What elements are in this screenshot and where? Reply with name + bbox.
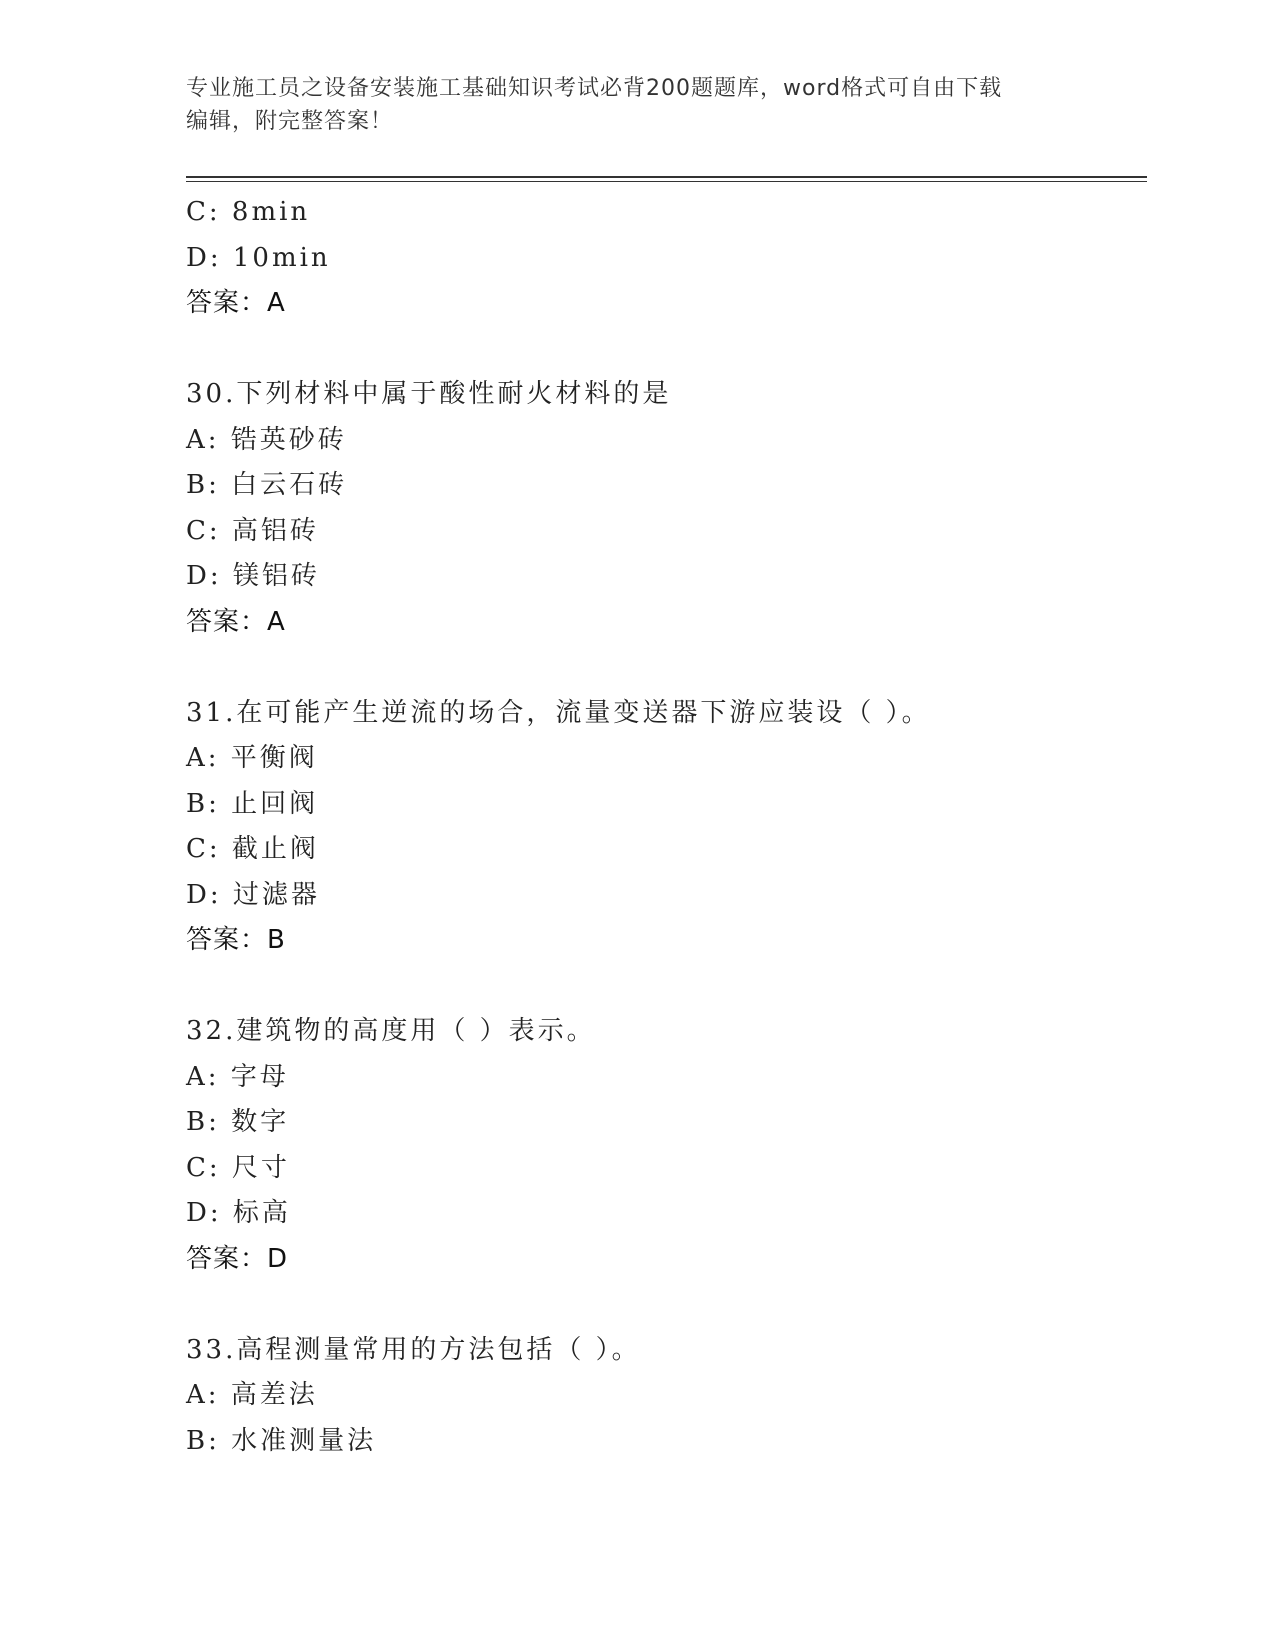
answer-line: 答案：A [186, 606, 286, 637]
question-gap [186, 327, 1146, 373]
question-stem: 33.高程测量常用的方法包括（ ）。 [186, 1334, 641, 1365]
option-d: D: 镁铝砖 [186, 561, 320, 591]
page-header [186, 72, 1086, 138]
question-list [186, 190, 1146, 1464]
option-a: A: 字母 [186, 1061, 289, 1092]
question-29-continued [186, 190, 1146, 327]
option-b: B: 白云石砖 [186, 470, 348, 500]
question-stem: 32.建筑物的高度用（ ）表示。 [186, 1016, 596, 1046]
option-c: C: 截止阀 [186, 834, 319, 864]
question-30 [186, 372, 1146, 645]
option-a: A: 锆英砂砖 [186, 424, 347, 455]
question-gap [186, 645, 1146, 691]
question-33 [186, 1328, 1146, 1465]
header-rule-thin [186, 181, 1147, 182]
option-d: D: 10min [186, 242, 331, 273]
header-title-line-1: 专业施工员之设备安装施工基础知识考试必背200题题库，word格式可自由下载 [186, 76, 1003, 101]
header-title-line-2: 编辑，附完整答案！ [186, 109, 394, 134]
option-c: C: 8min [186, 197, 311, 227]
option-c: C: 高铝砖 [186, 515, 319, 546]
option-b: B: 水准测量法 [186, 1425, 377, 1456]
question-32 [186, 1009, 1146, 1282]
option-b: B: 数字 [186, 1107, 290, 1137]
option-c: C: 尺寸 [186, 1152, 290, 1183]
header-rule-thick [186, 176, 1147, 178]
option-d: D: 过滤器 [186, 879, 320, 910]
answer-line: 答案：B [186, 925, 286, 955]
option-a: A: 平衡阀 [186, 743, 318, 773]
question-stem: 30.下列材料中属于酸性耐火材料的是 [186, 379, 672, 409]
option-a: A: 高差法 [186, 1380, 318, 1410]
question-stem: 31.在可能产生逆流的场合，流量变送器下游应装设（ ）。 [186, 697, 931, 728]
question-gap [186, 964, 1146, 1010]
answer-line: 答案：D [186, 1243, 289, 1274]
question-gap [186, 1282, 1146, 1328]
question-31 [186, 691, 1146, 964]
option-d: D: 标高 [186, 1198, 291, 1228]
answer-line: 答案：A [186, 288, 286, 318]
option-b: B: 止回阀 [186, 788, 319, 819]
